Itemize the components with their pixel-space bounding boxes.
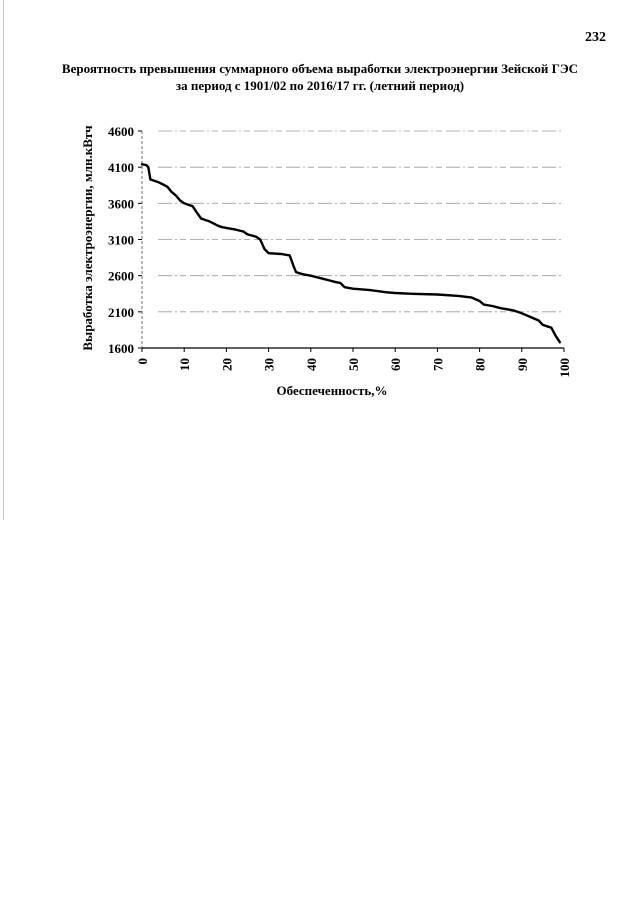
x-tick-label: 30 [261, 358, 277, 371]
series-line [142, 164, 560, 342]
y-tick-label: 3600 [108, 196, 134, 212]
series-layer [142, 164, 560, 342]
x-tick-label: 20 [219, 358, 235, 371]
x-tick-label: 60 [388, 358, 404, 371]
y-tick-label: 2600 [108, 268, 134, 284]
x-tick-label: 100 [557, 358, 572, 378]
x-axis-label: Обеспеченность,% [276, 383, 388, 398]
x-tick-label: 70 [430, 358, 446, 371]
page-number: 232 [585, 30, 606, 45]
x-tick-label: 10 [177, 358, 193, 371]
y-axis-label: Выработка электроэнергии, млн.кВтч [80, 125, 95, 351]
x-tick-label: 90 [514, 358, 530, 371]
y-tick-label: 4100 [108, 160, 134, 176]
x-tick-label: 40 [303, 358, 319, 371]
y-tick-label: 4600 [108, 124, 134, 139]
grid-layer [158, 131, 564, 348]
chart-subtitle: за период с 1901/02 по 2016/17 гг. (летний период) [175, 78, 465, 93]
x-tick-label: 50 [346, 358, 361, 371]
axis-layer [108, 124, 572, 378]
x-tick-label: 0 [135, 358, 150, 365]
y-tick-label: 2100 [108, 304, 134, 320]
y-tick-label: 1600 [108, 341, 134, 356]
chart-title: Вероятность превышения суммарного объема выработки электроэнергии Зейской ГЭС [61, 61, 579, 76]
y-tick-label: 3100 [108, 232, 134, 248]
x-tick-label: 80 [472, 358, 488, 371]
